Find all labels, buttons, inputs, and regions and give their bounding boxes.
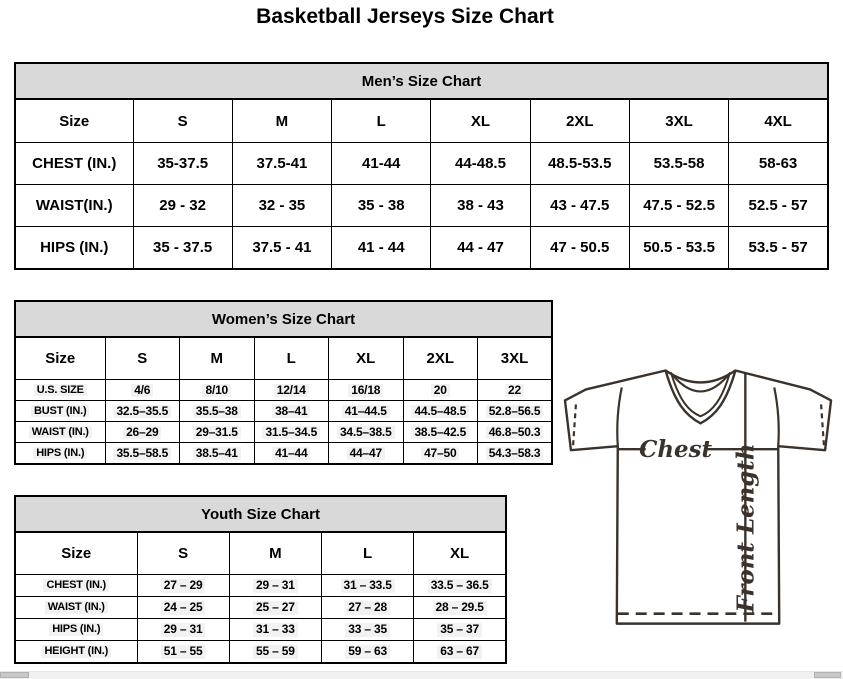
column-header: Size bbox=[15, 99, 133, 143]
size-value-cell bbox=[414, 575, 506, 597]
size-value: 44–47 bbox=[347, 447, 385, 461]
size-value-cell bbox=[133, 227, 232, 270]
size-value: 31 – 33.5 bbox=[341, 579, 395, 593]
column-header: 4XL bbox=[729, 99, 828, 143]
size-value: 4/6 bbox=[131, 384, 153, 398]
size-value-cell bbox=[254, 401, 329, 422]
column-header: 2XL bbox=[403, 337, 478, 380]
column-header: 2XL bbox=[530, 99, 629, 143]
row-label bbox=[15, 619, 137, 641]
table-row bbox=[15, 227, 828, 270]
size-value: 33 – 35 bbox=[345, 623, 390, 637]
row-label bbox=[15, 185, 133, 227]
size-value: 41–44 bbox=[272, 447, 310, 461]
column-header: Size bbox=[15, 532, 137, 575]
header-row bbox=[15, 532, 506, 575]
size-value: 37.5-41 bbox=[256, 155, 308, 172]
size-value: 8/10 bbox=[202, 384, 231, 398]
youth-size-chart bbox=[14, 495, 507, 664]
column-header: S bbox=[137, 532, 229, 575]
row-label-text: HEIGHT (IN.) bbox=[41, 645, 111, 658]
size-value: 52.8–56.5 bbox=[486, 405, 544, 419]
size-value-cell bbox=[478, 380, 553, 401]
column-header: L bbox=[254, 337, 329, 380]
row-label bbox=[15, 443, 105, 465]
scrollbar-thumb-right[interactable] bbox=[814, 672, 841, 678]
table-row bbox=[15, 143, 828, 185]
size-value: 59 – 63 bbox=[345, 645, 390, 659]
size-value-cell bbox=[403, 401, 478, 422]
size-value: 38.5–42.5 bbox=[411, 426, 469, 440]
size-value: 35 - 37.5 bbox=[153, 239, 213, 256]
size-value-cell bbox=[232, 143, 331, 185]
size-value-cell bbox=[403, 380, 478, 401]
size-value-cell bbox=[105, 380, 180, 401]
size-value: 29 – 31 bbox=[161, 623, 206, 637]
column-header: M bbox=[180, 337, 255, 380]
size-value-cell bbox=[133, 143, 232, 185]
size-value-cell bbox=[105, 401, 180, 422]
size-value: 38.5–41 bbox=[193, 447, 241, 461]
size-value: 52.5 - 57 bbox=[748, 197, 808, 214]
size-value: 44-48.5 bbox=[455, 155, 506, 172]
row-label-text: WAIST (IN.) bbox=[29, 426, 92, 439]
womens-size-table bbox=[14, 336, 553, 465]
size-value: 27 – 29 bbox=[161, 579, 206, 593]
size-value-cell bbox=[332, 227, 431, 270]
jersey-measurement-diagram bbox=[556, 356, 843, 676]
size-value-cell bbox=[530, 185, 629, 227]
size-value-cell bbox=[530, 227, 629, 270]
size-value-cell bbox=[229, 641, 321, 664]
size-value-cell bbox=[133, 185, 232, 227]
table-row bbox=[15, 641, 506, 664]
size-value: 47 - 50.5 bbox=[550, 239, 610, 256]
size-value: 20 bbox=[431, 384, 450, 398]
size-value-cell bbox=[232, 185, 331, 227]
size-value: 63 – 67 bbox=[437, 645, 482, 659]
size-value-cell bbox=[431, 227, 530, 270]
size-value: 34.5–38.5 bbox=[337, 426, 395, 440]
size-value-cell bbox=[729, 227, 828, 270]
front-length-label: Front Length bbox=[732, 443, 760, 613]
mens-size-table bbox=[14, 98, 829, 270]
size-value: 35 - 38 bbox=[357, 197, 405, 214]
size-value-cell bbox=[180, 422, 255, 443]
size-value-cell bbox=[431, 143, 530, 185]
row-label bbox=[15, 422, 105, 443]
size-value-cell bbox=[403, 443, 478, 465]
size-value: 35.5–38 bbox=[193, 405, 241, 419]
size-value: 26–29 bbox=[123, 426, 161, 440]
size-value-cell bbox=[478, 422, 553, 443]
size-value: 35-37.5 bbox=[157, 155, 209, 172]
size-value-cell bbox=[530, 143, 629, 185]
horizontal-scrollbar bbox=[0, 671, 843, 679]
size-value: 35 – 37 bbox=[437, 623, 482, 637]
column-header: XL bbox=[431, 99, 530, 143]
scrollbar-thumb-left[interactable] bbox=[0, 672, 29, 678]
size-value: 50.5 - 53.5 bbox=[643, 239, 715, 256]
size-value: 22 bbox=[505, 384, 524, 398]
column-header: XL bbox=[414, 532, 506, 575]
size-value: 53.5 - 57 bbox=[748, 239, 808, 256]
column-header: L bbox=[322, 532, 414, 575]
size-value-cell bbox=[478, 443, 553, 465]
table-row bbox=[15, 619, 506, 641]
row-label-text: CHEST (IN.) bbox=[32, 155, 117, 172]
row-label bbox=[15, 227, 133, 270]
row-label bbox=[15, 597, 137, 619]
youth-size-table bbox=[14, 531, 507, 664]
size-value-cell bbox=[105, 443, 180, 465]
size-value-cell bbox=[254, 422, 329, 443]
size-value: 38–41 bbox=[272, 405, 310, 419]
column-header: S bbox=[105, 337, 180, 380]
header-row bbox=[15, 337, 552, 380]
size-value: 46.8–50.3 bbox=[486, 426, 544, 440]
size-value: 58-63 bbox=[758, 155, 798, 172]
column-header: M bbox=[229, 532, 321, 575]
row-label-text: HIPS (IN.) bbox=[49, 623, 103, 636]
size-value: 33.5 – 36.5 bbox=[428, 579, 492, 593]
table-row bbox=[15, 185, 828, 227]
size-value-cell bbox=[332, 185, 431, 227]
size-value-cell bbox=[414, 597, 506, 619]
size-value-cell bbox=[431, 185, 530, 227]
womens-chart-title: Women’s Size Chart bbox=[14, 300, 553, 338]
size-value: 55 – 59 bbox=[253, 645, 298, 659]
size-value: 41–44.5 bbox=[342, 405, 390, 419]
size-value: 25 – 27 bbox=[253, 601, 298, 615]
row-label bbox=[15, 380, 105, 401]
size-value-cell bbox=[180, 401, 255, 422]
size-value-cell bbox=[629, 227, 728, 270]
size-value-cell bbox=[137, 641, 229, 664]
size-value: 12/14 bbox=[274, 384, 309, 398]
size-value-cell bbox=[414, 641, 506, 664]
row-label-text: U.S. SIZE bbox=[34, 384, 87, 397]
size-value: 41 - 44 bbox=[357, 239, 405, 256]
size-value: 44 - 47 bbox=[457, 239, 504, 256]
size-value-cell bbox=[322, 619, 414, 641]
size-value: 32 - 35 bbox=[258, 197, 306, 214]
size-value: 29 – 31 bbox=[253, 579, 298, 593]
size-value-cell bbox=[729, 185, 828, 227]
size-value: 47.5 - 52.5 bbox=[643, 197, 715, 214]
womens-size-chart bbox=[14, 300, 553, 465]
size-value: 28 – 29.5 bbox=[433, 601, 487, 615]
size-value-cell bbox=[329, 401, 404, 422]
size-value-cell bbox=[329, 443, 404, 465]
size-value: 32.5–35.5 bbox=[113, 405, 171, 419]
page-title: Basketball Jerseys Size Chart bbox=[256, 5, 554, 28]
size-value-cell bbox=[629, 185, 728, 227]
size-value-cell bbox=[229, 619, 321, 641]
size-value-cell bbox=[232, 227, 331, 270]
row-label-text: HIPS (IN.) bbox=[33, 447, 87, 460]
row-label bbox=[15, 401, 105, 422]
table-row bbox=[15, 575, 506, 597]
jersey-outline bbox=[565, 371, 831, 624]
size-value: 31.5–34.5 bbox=[262, 426, 320, 440]
size-value-cell bbox=[329, 380, 404, 401]
size-value: 29–31.5 bbox=[193, 426, 241, 440]
row-label bbox=[15, 143, 133, 185]
column-header: 3XL bbox=[629, 99, 728, 143]
size-value: 54.3–58.3 bbox=[486, 447, 544, 461]
column-header: XL bbox=[329, 337, 404, 380]
column-header: S bbox=[133, 99, 232, 143]
row-label bbox=[15, 575, 137, 597]
size-value-cell bbox=[137, 619, 229, 641]
size-value-cell bbox=[105, 422, 180, 443]
row-label-text: HIPS (IN.) bbox=[40, 239, 109, 256]
size-value-cell bbox=[137, 575, 229, 597]
size-value: 37.5 - 41 bbox=[252, 239, 312, 256]
size-value: 27 – 28 bbox=[345, 601, 390, 615]
size-value-cell bbox=[180, 380, 255, 401]
size-value-cell bbox=[332, 143, 431, 185]
size-value-cell bbox=[403, 422, 478, 443]
size-value-cell bbox=[229, 575, 321, 597]
size-value: 24 – 25 bbox=[161, 601, 206, 615]
column-header: Size bbox=[15, 337, 105, 380]
size-value-cell bbox=[254, 443, 329, 465]
size-value-cell bbox=[229, 597, 321, 619]
size-value-cell bbox=[414, 619, 506, 641]
size-value-cell bbox=[322, 575, 414, 597]
row-label-text: WAIST (IN.) bbox=[45, 601, 108, 614]
table-row bbox=[15, 380, 552, 401]
row-label-text: CHEST (IN.) bbox=[43, 579, 109, 592]
size-value-cell bbox=[180, 443, 255, 465]
size-value: 31 – 33 bbox=[253, 623, 298, 637]
size-value: 38 - 43 bbox=[457, 197, 504, 214]
size-value: 29 - 32 bbox=[159, 197, 206, 214]
size-value: 16/18 bbox=[348, 384, 383, 398]
youth-chart-title: Youth Size Chart bbox=[14, 495, 507, 533]
mens-chart-title: Men’s Size Chart bbox=[14, 62, 829, 100]
size-value: 53.5-58 bbox=[653, 155, 705, 172]
chest-label: Chest bbox=[639, 436, 713, 464]
row-label-text: BUST (IN.) bbox=[31, 405, 89, 418]
size-value: 43 - 47.5 bbox=[550, 197, 610, 214]
size-value-cell bbox=[322, 641, 414, 664]
size-value-cell bbox=[629, 143, 728, 185]
table-row bbox=[15, 401, 552, 422]
column-header: M bbox=[232, 99, 331, 143]
table-row bbox=[15, 443, 552, 465]
mens-size-chart bbox=[14, 62, 829, 270]
size-value: 47–50 bbox=[421, 447, 459, 461]
size-value-cell bbox=[254, 380, 329, 401]
size-value: 51 – 55 bbox=[161, 645, 206, 659]
size-value: 35.5–58.5 bbox=[113, 447, 171, 461]
size-value-cell bbox=[137, 597, 229, 619]
table-row bbox=[15, 422, 552, 443]
size-value-cell bbox=[729, 143, 828, 185]
header-row bbox=[15, 99, 828, 143]
size-value: 44.5–48.5 bbox=[411, 405, 469, 419]
row-label bbox=[15, 641, 137, 664]
column-header: L bbox=[332, 99, 431, 143]
size-value-cell bbox=[322, 597, 414, 619]
size-value: 48.5-53.5 bbox=[548, 155, 612, 172]
size-value-cell bbox=[329, 422, 404, 443]
column-header: 3XL bbox=[478, 337, 553, 380]
size-value-cell bbox=[478, 401, 553, 422]
row-label-text: WAIST(IN.) bbox=[35, 197, 113, 214]
table-row bbox=[15, 597, 506, 619]
size-value: 41-44 bbox=[362, 155, 401, 172]
